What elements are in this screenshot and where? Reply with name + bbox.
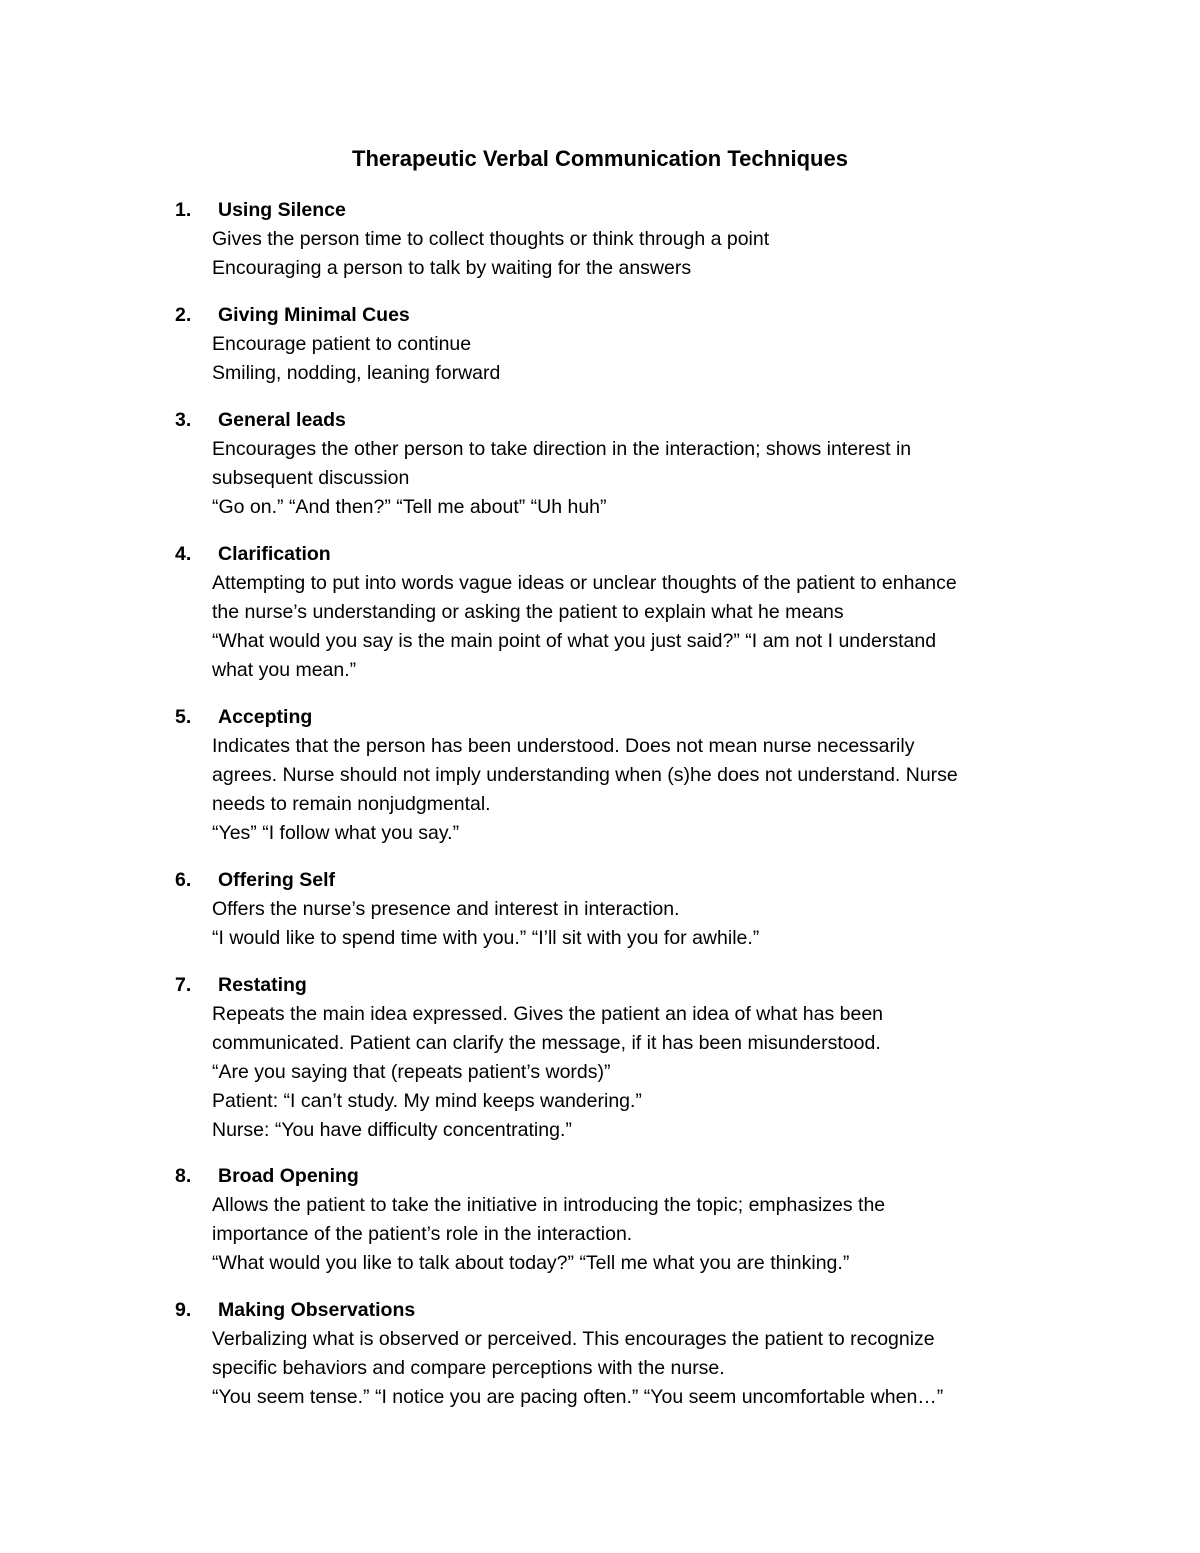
item-line: Patient: “I can’t study. My mind keeps wandering.”: [212, 1090, 642, 1112]
item-number: 5.: [175, 706, 192, 728]
item-number: 2.: [175, 304, 192, 326]
item-line: Encourages the other person to take direction in the interaction; shows interest in: [212, 438, 912, 460]
item-number: 3.: [175, 409, 192, 431]
item-line: agrees. Nurse should not imply understanding when (s)he does not understand. Nurse: [212, 764, 958, 786]
item-line: Indicates that the person has been understood. Does not mean nurse necessarily: [212, 735, 915, 757]
item-line: specific behaviors and compare perceptions with the nurse.: [212, 1357, 725, 1379]
item-body: [212, 330, 1075, 388]
item-heading: Broad Opening: [218, 1165, 359, 1187]
item-line: subsequent discussion: [212, 467, 410, 489]
item-line: Gives the person time to collect thoughts or think through a point: [212, 228, 770, 250]
item-heading: Giving Minimal Cues: [218, 304, 410, 326]
item-body: [212, 1191, 1075, 1278]
item-number: 6.: [175, 869, 192, 891]
item-line: “Go on.” “And then?” “Tell me about” “Uh huh”: [212, 496, 607, 518]
item-number: 1.: [175, 199, 192, 221]
item-heading: Accepting: [218, 706, 313, 728]
item-line: needs to remain nonjudgmental.: [212, 793, 491, 815]
item-line: Encourage patient to continue: [212, 333, 472, 355]
item-number: 9.: [175, 1299, 192, 1321]
item-line: Allows the patient to take the initiative in introducing the topic; emphasizes the: [212, 1194, 886, 1216]
page-title: Therapeutic Verbal Communication Techniques: [352, 146, 848, 171]
item-line: “What would you like to talk about today?” “Tell me what you are thinking.”: [212, 1252, 850, 1274]
item-body: [212, 895, 1075, 953]
item-heading: Using Silence: [218, 199, 346, 221]
item-heading: General leads: [218, 409, 346, 431]
item-body: [212, 1325, 1075, 1412]
item-line: the nurse’s understanding or asking the patient to explain what he means: [212, 601, 844, 623]
item-line: Verbalizing what is observed or perceived. This encourages the patient to recognize: [212, 1328, 935, 1350]
item-line: “Yes” “I follow what you say.”: [212, 822, 460, 844]
item-line: Encouraging a person to talk by waiting for the answers: [212, 257, 692, 279]
item-number: 8.: [175, 1165, 192, 1187]
item-body: [212, 732, 1075, 848]
item-number: 4.: [175, 543, 192, 565]
item-line: “Are you saying that (repeats patient’s words)”: [212, 1061, 611, 1083]
item-body: [212, 569, 1075, 685]
item-body: [212, 435, 1075, 522]
item-line: “You seem tense.” “I notice you are pacing often.” “You seem uncomfortable when…”: [212, 1386, 944, 1408]
item-line: Repeats the main idea expressed. Gives the patient an idea of what has been: [212, 1003, 884, 1025]
item-line: Nurse: “You have difficulty concentrating.”: [212, 1119, 572, 1141]
item-heading: Making Observations: [218, 1299, 416, 1321]
item-line: importance of the patient’s role in the interaction.: [212, 1223, 633, 1245]
item-body: [212, 1000, 1075, 1145]
item-line: “I would like to spend time with you.” “I’ll sit with you for awhile.”: [212, 927, 760, 949]
item-line: Offers the nurse’s presence and interest in interaction.: [212, 898, 680, 920]
item-line: Smiling, nodding, leaning forward: [212, 362, 501, 384]
item-body: [212, 225, 1075, 283]
item-number: 7.: [175, 974, 192, 996]
item-line: Attempting to put into words vague ideas or unclear thoughts of the patient to enhance: [212, 572, 957, 594]
item-line: “What would you say is the main point of what you just said?” “I am not I understand: [212, 630, 937, 652]
item-heading: Offering Self: [218, 869, 336, 891]
item-line: what you mean.”: [212, 659, 357, 681]
item-heading: Restating: [218, 974, 307, 996]
item-heading: Clarification: [218, 543, 331, 565]
item-line: communicated. Patient can clarify the message, if it has been misunderstood.: [212, 1032, 881, 1054]
